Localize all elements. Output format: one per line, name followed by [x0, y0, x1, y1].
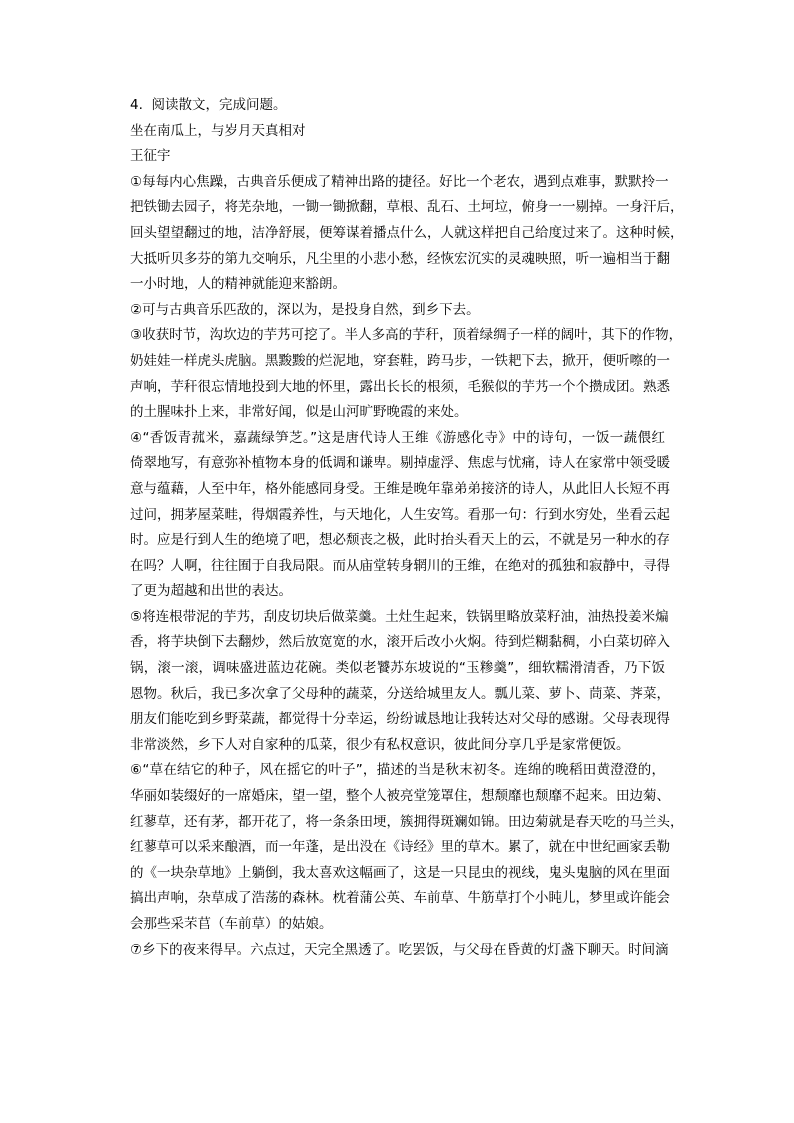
- paragraph-4: [130, 426, 670, 605]
- paragraph-2: [130, 298, 665, 324]
- paragraph-line: 一小时地，人的精神就能迎来豁朗。: [130, 276, 346, 293]
- question-prompt: [130, 93, 665, 119]
- paragraph-line: ⑤将连根带泥的芋艿，刮皮切块后做菜羹。土灶生起来，铁锅里略放菜籽油，油热投姜米煸: [130, 608, 669, 625]
- paragraph-line: 把铁锄去园子，将芜杂地，一锄一锄掀翻，草根、乱石、土坷垃，俯身一一剔掉。一身汗后，: [130, 199, 684, 216]
- paragraph-line: 大抵听贝多芬的第九交响乐，凡尘里的小悲小愁，经恢宏沉实的灵魂映照，听一遍相当于翻: [130, 250, 670, 267]
- paragraph-line: 时。应是行到人生的绝境了吧，想必颓丧之极，此时抬头看天上的云，不就是另一种水的存: [130, 532, 670, 549]
- article-title: 坐在南瓜上，与岁月天真相对: [130, 122, 306, 139]
- article-author: 王征宇: [130, 148, 171, 165]
- document-page: [130, 93, 684, 963]
- paragraph-line: 红蓼草，还有茅，都开花了，将一条条田埂，簇拥得斑斓如锦。田边菊就是春天吃的马兰头，: [130, 813, 684, 830]
- paragraph-line: 搞出声响，杂草成了浩荡的森林。枕着蒲公英、车前草、牛筋草打个小盹儿，梦里或许能会: [130, 890, 670, 907]
- question-number: 4.: [130, 97, 143, 113]
- paragraph-line: 恩物。秋后，我已多次拿了父母种的蔬菜，分送给城里友人。瓢儿菜、萝卜、茼菜、荠菜，: [130, 685, 670, 702]
- paragraph-line: 的土腥味扑上来，非常好闻，似是山河旷野晚霞的来处。: [130, 404, 468, 421]
- paragraph-line: 倚翠地写，有意弥补植物本身的低调和谦卑。剔掉虚浮、焦虑与忧痛，诗人在家常中领受暖: [130, 455, 670, 472]
- paragraph-line: 朋友们能吃到乡野菜蔬，都觉得十分幸运，纷纷诚恳地让我转达对父母的感谢。父母表现得: [130, 711, 670, 728]
- paragraph-7: [130, 938, 669, 964]
- paragraph-1: [130, 170, 684, 298]
- question-header: [130, 93, 665, 170]
- paragraph-line: ②可与古典音乐匹敌的，深以为，是投身自然，到乡下去。: [130, 301, 480, 318]
- question-text: 阅读散文，完成问题。: [151, 97, 287, 113]
- paragraph-5: [130, 605, 670, 759]
- paragraph-line: ⑦乡下的夜来得早。六点过，天完全黑透了。吃罢饭，与父母在昏黄的灯盏下聊天。时间滴: [130, 941, 669, 958]
- paragraph-line: 在吗？人啊，往往囿于自我局限。而从庙堂转身辋川的王维，在绝对的孤独和寂静中，寻得: [130, 557, 670, 574]
- paragraph-line: 会那些采芣苢（车前草）的姑娘。: [130, 916, 333, 932]
- paragraph-line: 华丽如装缀好的一席婚床，望一望，整个人被亮堂笼罩住，想颓靡也颓靡不起来。田边菊、: [130, 788, 670, 805]
- paragraph-line: ③收获时节，沟坎边的芋艿可挖了。半人多高的芋秆，顶着绿绸子一样的阔叶，其下的作物，: [130, 327, 683, 344]
- paragraph-line: 红蓼草可以采来酿酒，而一年蓬，是出没在《诗经》里的草木。累了，就在中世纪画家丢勒: [130, 839, 670, 856]
- paragraph-line: 的《一块杂草地》上躺倒，我太喜欢这幅画了，这是一只昆虫的视线，鬼头鬼脑的风在里面: [130, 864, 670, 881]
- paragraph-3: [130, 323, 683, 425]
- paragraph-line: 过问，拥茅屋菜畦，得烟霞养性，与天地化，人生安笃。看那一句：行到水穷处，坐看云起: [130, 506, 670, 523]
- paragraph-line: 回头望望翻过的地，洁净舒展，便筹谋着播点什么，人就这样把自己给度过来了。这种时候，: [130, 224, 684, 241]
- paragraph-line: ①每每内心焦躁，古典音乐便成了精神出路的捷径。好比一个老农，遇到点难事，默默拎一: [130, 173, 669, 190]
- paragraph-line: ④“香饭青菰米，嘉蔬绿笋芝。”这是唐代诗人王维《游感化寺》中的诗句，一饭一蔬偎红: [130, 429, 665, 446]
- paragraph-line: 了更为超越和出世的表达。: [130, 583, 292, 600]
- paragraph-line: 锅，滚一滚，调味盛进蓝边花碗。类似老饕苏东坡说的“玉糁羹”，细软糯滑清香，乃下饭: [130, 660, 665, 677]
- paragraph-line: 意与蕴藉，人至中年，格外能感同身受。王维是晚年靠弟弟接济的诗人，从此旧人长短不再: [130, 480, 670, 497]
- paragraph-6: [130, 758, 684, 937]
- paragraph-line: 声响，芋秆很忘情地投到大地的怀里，露出长长的根须，毛猴似的芋艿一个个攒成团。熟悉: [130, 378, 670, 395]
- paragraph-line: ⑥“草在结它的种子，风在摇它的叶子”，描述的当是秋末初冬。连绵的晚稻田黄澄澄的，: [130, 762, 665, 779]
- paragraph-line: 奶娃娃一样虎头虎脑。黑黢黢的烂泥地，穿套鞋，跨马步，一铁耙下去，掀开，便听嚓的一: [130, 352, 670, 369]
- paragraph-line: 香，将芋块倒下去翻炒，然后放宽宽的水，滚开后改小火焖。待到烂糊黏稠，小白菜切碎入: [130, 634, 670, 651]
- paragraph-line: 非常淡然，乡下人对自家种的瓜菜，很少有私权意识，彼此间分享几乎是家常便饭。: [130, 736, 630, 753]
